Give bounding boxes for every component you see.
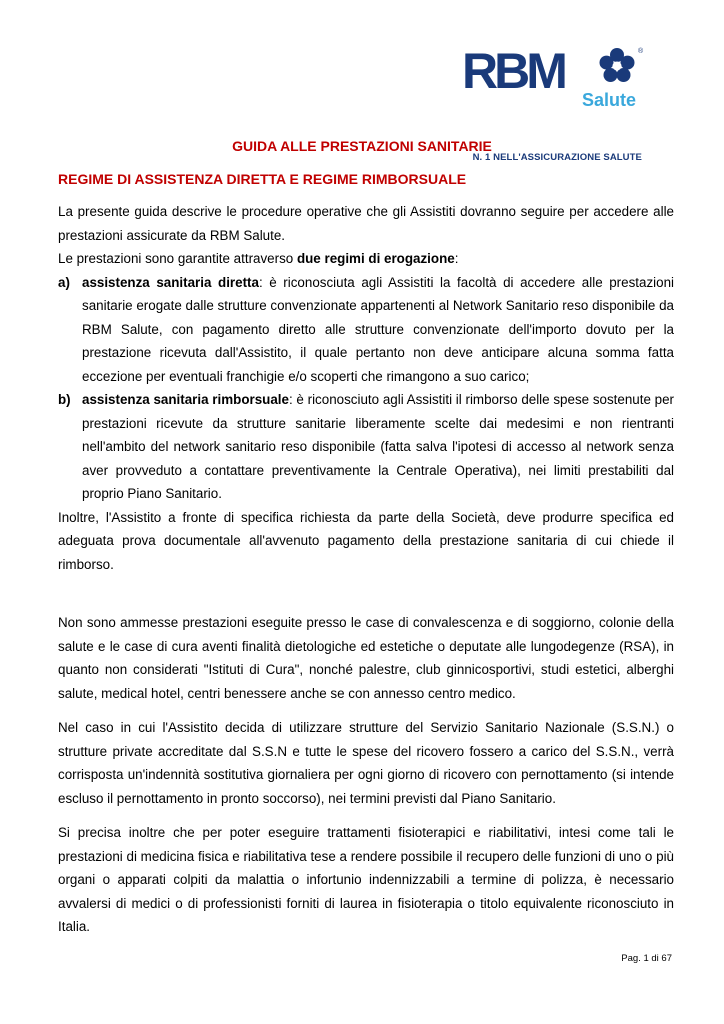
- regimi-paragraph: [58, 247, 674, 271]
- regimi-colon: :: [454, 251, 459, 266]
- item-a-text: [82, 271, 674, 389]
- item-b-body: : è riconosciuto agli Assistiti il rimborso delle spese sostenute per prestazioni ricevute da strutture sanitarie liberamente scelte dai medesimi e non rientranti nell'ambito del network sanitario reso disponibile (fatta salva l'ipotesi di accesso al network senza aver provveduto a contattare preventivamente la Centrale Operativa), nei limiti prestabiliti dal proprio Piano Sanitario.: [82, 392, 674, 501]
- logo-salute-text: Salute: [581, 90, 636, 110]
- intro-paragraph: La presente guida descrive le procedure operative che gli Assistiti dovranno seguire per accedere alle prestazioni assicurate da RBM Salute.: [58, 204, 674, 243]
- regimi-bold: due regimi di erogazione: [296, 251, 455, 266]
- document-body: [58, 200, 674, 939]
- item-b-bold: assistenza sanitaria rimborsuale: [82, 392, 289, 407]
- fisioterapia-paragraph: Si precisa inoltre che per poter eseguire trattamenti fisioterapici e riabilitativi, intesi come tali le prestazioni di medicina fisica e riabilitativa tese a rendere possibile il recupero delle funzioni di uno o più organi o apparati colpiti da malattia o infortunio indennizzabili a termine di polizza, è necessario avvalersi di medici o di professionisti forniti di laurea in fisioterapia o titolo equivalente riconosciuto in Italia.: [58, 825, 674, 934]
- logo-rbm-text: RBM: [462, 43, 564, 99]
- regimi-text: Le prestazioni sono garantite attraverso: [58, 251, 297, 266]
- inoltre-paragraph: Inoltre, l'Assistito a fronte di specifica richiesta da parte della Società, deve produrre specifica ed adeguata prova documentale all'avvenuto pagamento della prestazione sanitaria di cui chiede il rimborso.: [58, 509, 674, 572]
- item-a-label: a): [58, 274, 70, 290]
- rbm-salute-logo: [462, 43, 644, 163]
- logo-tagline: N. 1 NELL'ASSICURAZIONE SALUTE: [472, 152, 642, 163]
- non-ammesse-paragraph: Non sono ammesse prestazioni eseguite presso le case di convalescenza e di soggiorno, colonie della salute e le case di cura aventi finalità dietologiche ed estetiche o deputate alle lungodegenze (RSA), in quanto non considerati "Istituti di Cura", nonché palestre, club ginnicosportivi, studi estetici, alberghi salute, medical hotel, centri benessere anche se con annesso centro medico.: [58, 615, 674, 701]
- item-b-label: b): [58, 392, 71, 407]
- ssn-paragraph: Nel caso in cui l'Assistito decida di utilizzare strutture del Servizio Sanitario Nazionale (S.S.N.) o strutture private accreditate dal S.S.N e tutte le spese del ricovero fossero a carico del S.S.N., verrà corrisposta un'indennità sostitutiva giornaliera per ogni giorno di ricovero con pernottamento (si intende escluso il pernottamento in pronto soccorso), nei termini previsti dal Piano Sanitario.: [58, 720, 674, 806]
- item-a-body: : è riconosciuta agli Assistiti la facoltà di accedere alle prestazioni sanitarie erogate dalle strutture convenzionate appartenenti al Network Sanitario reso disponibile da RBM Salute, con pagamento diretto alle strutture convenzionate dell'importo dovuto per la prestazione ricevuta dall'Assistito, il quale pertanto non deve anticipare alcuna somma fatta eccezione per eventuali franchigie e/o scoperti che rimangono a suo carico;: [82, 274, 674, 384]
- list-item-b: [58, 388, 674, 506]
- flower-icon: [600, 48, 635, 82]
- svg-text:®: ®: [638, 48, 644, 55]
- item-a-bold: assistenza sanitaria diretta: [82, 274, 259, 290]
- list-item-a: [58, 271, 674, 389]
- document-title: GUIDA ALLE PRESTAZIONI SANITARIE: [232, 138, 492, 154]
- item-b-text: [82, 388, 674, 506]
- section-heading: REGIME DI ASSISTENZA DIRETTA E REGIME RIMBORSUALE: [58, 171, 467, 187]
- page-number: Pag. 1 di 67: [621, 953, 672, 964]
